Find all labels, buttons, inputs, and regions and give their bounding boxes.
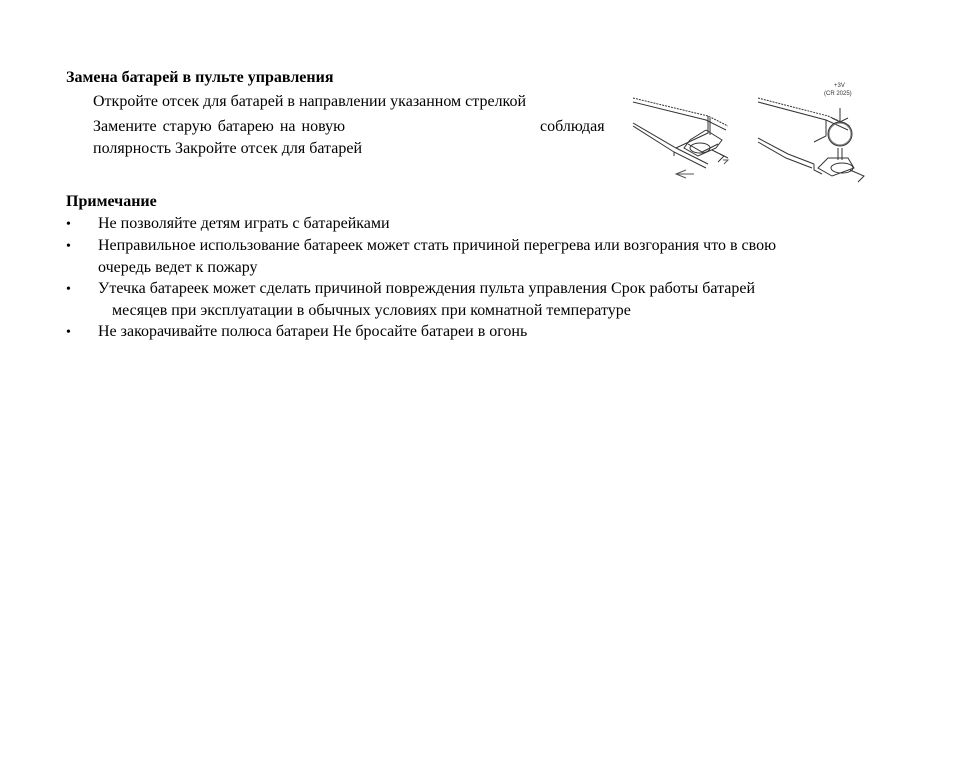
instruction-line-2: Замените старую батарею на новую: [93, 118, 346, 135]
note-item-4: Не закорачивайте полюса батареи Не бросайте батареи в огонь: [98, 323, 528, 340]
note-item-3-cont: месяцев при эксплуатации в обычных условиях при комнатной температуре: [112, 302, 631, 319]
note-item-2: Неправильное использование батареек может стать причиной перегрева или возгорания что в свою: [98, 237, 777, 254]
instruction-line-2-end: соблюдая: [540, 118, 605, 135]
note-item-3: Утечка батареек может сделать причиной повреждения пульта управления Срок работы батарей: [98, 280, 756, 297]
instruction-line-3: полярность Закройте отсек для батарей: [93, 140, 363, 157]
note-item-1: Не позволяйте детям играть с батарейками: [98, 215, 390, 232]
bullet-icon: •: [66, 217, 71, 232]
instruction-line-1: Откройте отсек для батарей в направлении указанном стрелкой: [93, 93, 527, 110]
note-heading: Примечание: [66, 193, 157, 210]
battery-replacement-illustration: [628, 78, 890, 196]
battery-model-label: (CR 2025): [824, 91, 852, 97]
voltage-label: +3V: [834, 83, 845, 89]
remote-battery-diagram: [628, 78, 890, 196]
bullet-icon: •: [66, 325, 71, 340]
bullet-icon: •: [66, 282, 71, 297]
note-item-2-cont: очередь ведет к пожару: [98, 259, 258, 276]
bullet-icon: •: [66, 239, 71, 254]
battery-replacement-heading: Замена батарей в пульте управления: [66, 69, 334, 86]
